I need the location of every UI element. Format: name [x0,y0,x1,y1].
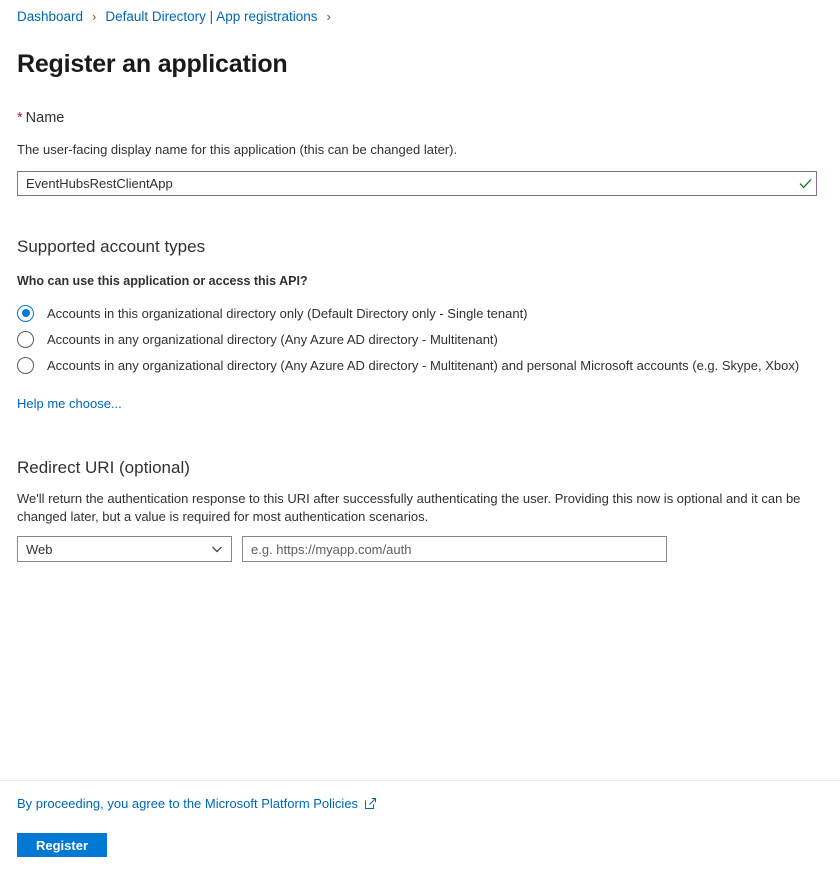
register-button[interactable]: Register [17,833,107,857]
radio-icon-single-tenant[interactable] [17,305,34,322]
redirect-uri-type-value: Web [26,541,53,557]
name-label-text: Name [25,110,65,126]
external-link-icon[interactable] [365,798,376,809]
breadcrumb-item-app-registrations[interactable]: Default Directory | App registrations [105,9,318,24]
breadcrumb-separator-icon-2: › [326,9,331,24]
radio-icon-multitenant-personal[interactable] [17,357,34,374]
name-input-wrapper[interactable] [17,171,817,196]
platform-policies-line [17,796,376,811]
radio-option-multitenant-personal[interactable] [17,352,817,378]
breadcrumb-separator-icon: › [92,9,97,24]
name-input[interactable] [18,172,794,195]
platform-policies-link[interactable]: By proceeding, you agree to the Microsoft Platform Policies [17,796,359,811]
radio-option-multitenant[interactable] [17,326,817,352]
required-marker: * [17,110,23,126]
radio-label-multitenant-personal: Accounts in any organizational directory (Any Azure AD directory - Multitenant) and personal Microsoft accounts (e.g. Skype, Xbox) [47,357,800,373]
radio-icon-multitenant[interactable] [17,331,34,348]
help-me-choose-link[interactable]: Help me choose... [17,396,122,411]
redirect-uri-row [17,536,667,562]
redirect-uri-heading: Redirect URI (optional) [17,458,190,477]
name-field-description: The user-facing display name for this application (this can be changed later). [17,142,458,157]
name-field-label [17,110,64,126]
supported-account-types-subheading: Who can use this application or access this API? [17,274,308,288]
chevron-down-icon [211,543,223,555]
checkmark-icon [794,172,816,195]
radio-option-single-tenant[interactable] [17,300,817,326]
page-title: Register an application [17,49,288,78]
radio-label-multitenant: Accounts in any organizational directory (Any Azure AD directory - Multitenant) [47,331,498,347]
supported-account-types-heading: Supported account types [17,237,206,256]
redirect-uri-input[interactable] [242,536,667,562]
redirect-uri-description: We'll return the authentication response to this URI after successfully authenticating the user. Providing this now is optional and it can be changed later, but a value is required for most authentication scenarios. [17,491,801,524]
breadcrumb [17,8,340,26]
breadcrumb-item-dashboard[interactable]: Dashboard [17,9,84,24]
radio-label-single-tenant: Accounts in this organizational directory only (Default Directory only - Single tenant) [47,305,528,321]
redirect-uri-type-select[interactable] [17,536,232,562]
footer-divider [0,780,840,781]
account-type-radio-group [17,300,817,378]
